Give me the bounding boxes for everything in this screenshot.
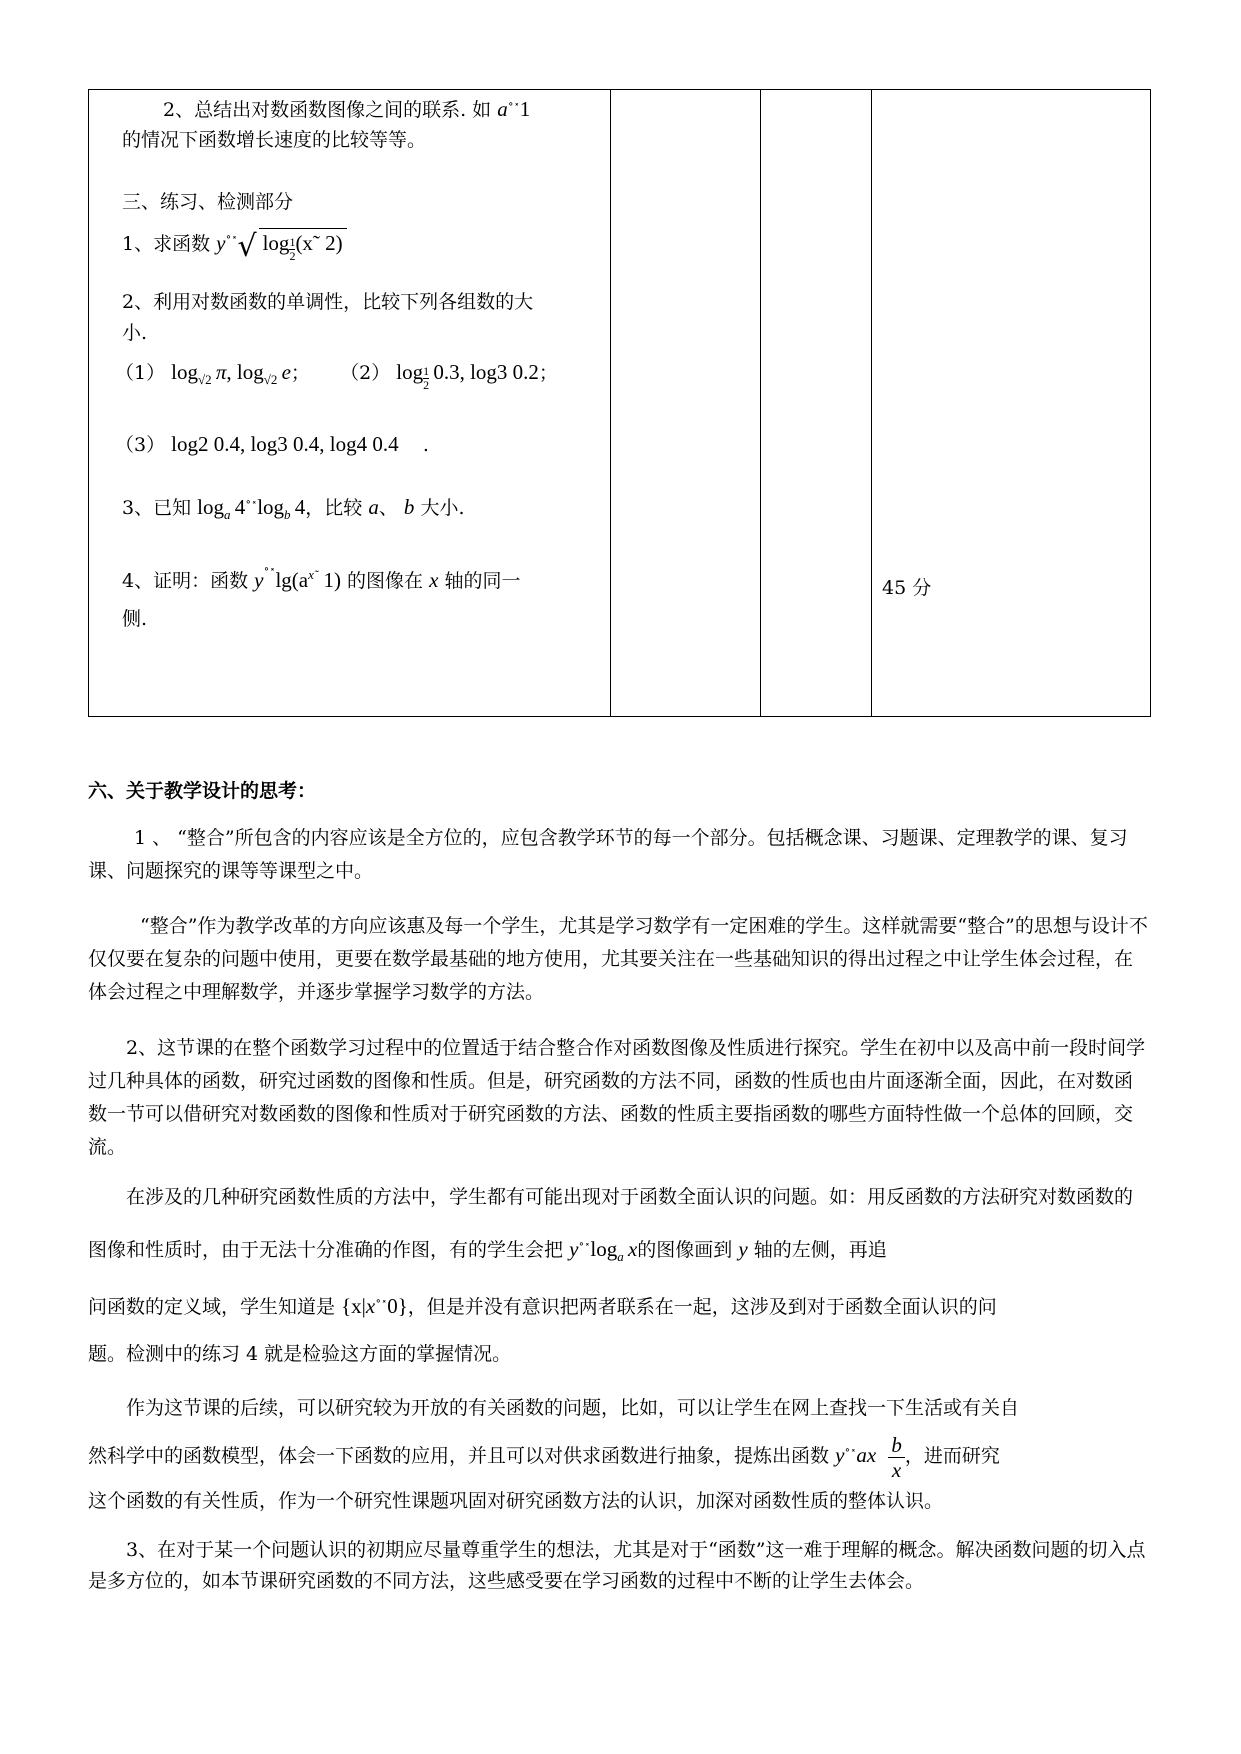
question-3: 3、已知 $\log_a 4^{˚˟}\log_b$ 4，比较 a、 b 大小. [122, 495, 465, 523]
table-column-divider [760, 90, 761, 716]
table-column-divider [871, 90, 872, 716]
paragraph-4: 在涉及的几种研究函数性质的方法中，学生都有可能出现对于函数全面认识的问题。如：用反函数的方法研究对数函数的图像和性质时，由于无法十分准确的作图，有的学生会把 $y^{˚˟}\log_a$ x的图像画到 y 轴的左侧，再追 [88, 1186, 1134, 1265]
question-4-line1: 4、证明：函数 $y^{˚˟}\lg(a^{x˜}$ 1) 的图像在 x 轴的同一 [122, 567, 521, 592]
lesson-table [88, 89, 1151, 717]
table-column-divider [610, 90, 611, 716]
paragraph-6-line1: 作为这节课的后续，可以研究较为开放的有关函数的问题，比如，可以让学生在网上查找一下生活或有关自 [126, 1397, 1020, 1419]
section3-title: 三、练习、检测部分 [122, 191, 294, 213]
question-2-part-1-2: （1） $\log_{√2} \pi$, $\log_{√2} e$； （2） log $\frac{1}{2} 0.3$, log3 0.2； [115, 360, 558, 392]
paragraph-6-line3: 这个函数的有关性质，作为一个研究性课题巩固对研究函数方法的认识，加深对函数性质的整体认识。 [88, 1490, 944, 1512]
question-2-line2: 小. [122, 322, 148, 344]
paragraph-2: “整合”作为教学改革的方向应该惠及每一个学生，尤其是学习数学有一定困难的学生。这样就需要“整合”的思想与设计不仅仅要在复杂的问题中使用，更要在数学最基础的地方使用，尤其要关注在一些基础知识的得出过程之中让学生体会过程，在体会过程之中理解数学，并逐步掌握学习数学的方法。 [88, 915, 1148, 1003]
section-heading: 六、关于教学设计的思考： [88, 780, 317, 802]
time-allocation: 45 分 [882, 577, 932, 599]
paragraph-5: 问函数的定义域，学生知道是 {x|x˚˟0}，但是并没有意识把两者联系在一起，这涉及到对于函数全面认识的问 [88, 1294, 997, 1318]
item2-line2: 的情况下函数增长速度的比较等等。 [122, 129, 427, 151]
item2-line1: 2、总结出对数函数图像之间的联系. 如 a˚˟1 [163, 97, 531, 121]
paragraph-3: 2、这节课的在整个函数学习过程中的位置适于结合整合作对函数图像及性质进行探究。学生在初中以及高中前一段时间学过几种具体的函数，研究过函数的图像和性质。但是，研究函数的方法不同，函数的性质也由片面逐渐全面，因此，在对数函数一节可以借研究对数函数的图像和性质对于研究函数的方法、函数的性质主要指函数的哪些方面特性做一个总体的回顾，交流。 [88, 1037, 1146, 1158]
question-4-line2: 侧. [122, 608, 148, 630]
paragraph-1: 1 、 “整合”所包含的内容应该是全方位的，应包含教学环节的每一个部分。包括概念课、习题课、定理教学的课、复习课、问题探究的课等等课型之中。 [88, 827, 1128, 882]
question-2-part-3: （3） log2 0.4, log3 0.4, log4 0.4 . [115, 432, 429, 456]
question-2-line1: 2、利用对数函数的单调性，比较下列各组数的大 [122, 291, 534, 313]
paragraph-5-line2: 题。检测中的练习 4 就是检验这方面的掌握情况。 [88, 1343, 512, 1365]
paragraph-6-line2: 然科学中的函数模型，体会一下函数的应用，并且可以对供求函数进行抽象，提炼出函数 y˚˟ax $\frac{b}{x}$ ，进而研究 [88, 1432, 1000, 1482]
paragraph-7: 3、在对于某一个问题认识的初期应尽量尊重学生的想法，尤其是对于“函数”这一难于理解的概念。解决函数问题的切入点是多方位的，如本节课研究函数的不同方法，这些感受要在学习函数的过程中不断的让学生去体会。 [88, 1539, 1146, 1592]
question-1: 1、求函数 y˚˟√ log $\frac{1}{2}(x˜$ 2) [122, 228, 347, 263]
